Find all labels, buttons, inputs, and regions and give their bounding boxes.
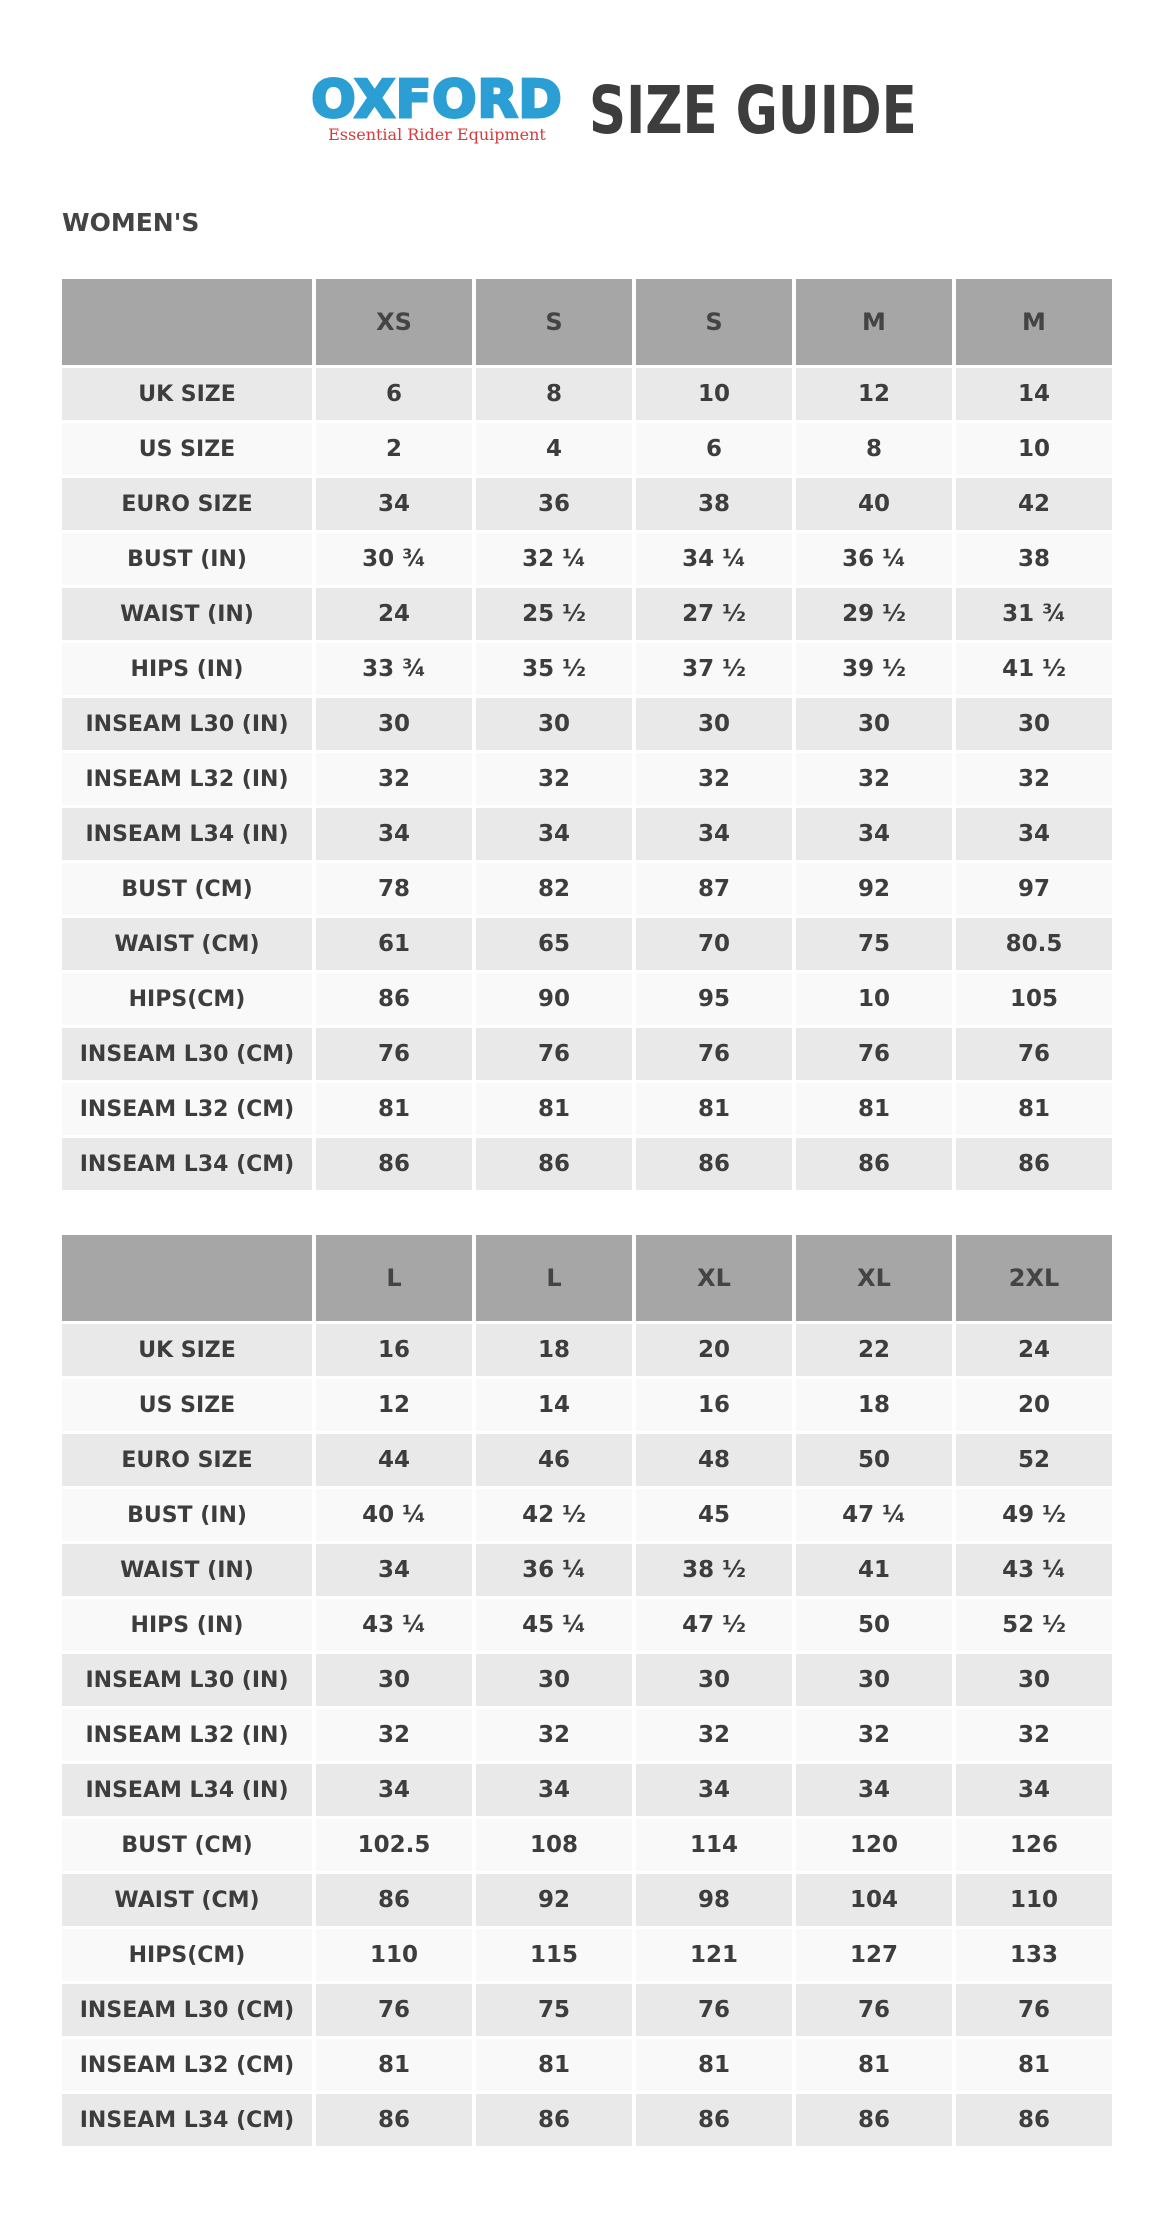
table-cell: 36 — [476, 478, 632, 530]
size-column-header: S — [636, 279, 792, 365]
table-cell: 86 — [316, 2094, 472, 2146]
table-cell: 32 — [796, 753, 952, 805]
page-header — [0, 70, 1160, 150]
table-cell: 2 — [316, 423, 472, 475]
table-cell: 86 — [476, 2094, 632, 2146]
table-cell: 92 — [796, 863, 952, 915]
table-cell: 30 — [476, 1654, 632, 1706]
table-cell: 86 — [316, 973, 472, 1025]
logo-wordmark: OXFORD — [311, 70, 563, 130]
table-cell: 30 — [956, 698, 1112, 750]
row-label: INSEAM L30 (CM) — [62, 1984, 312, 2036]
table-cell: 33 ¾ — [316, 643, 472, 695]
table-cell: 20 — [636, 1324, 792, 1376]
table-cell: 46 — [476, 1434, 632, 1486]
table-cell: 75 — [476, 1984, 632, 2036]
size-column-header: L — [476, 1235, 632, 1321]
table-cell: 120 — [796, 1819, 952, 1871]
table-row — [62, 478, 1112, 530]
table-cell: 61 — [316, 918, 472, 970]
row-label: WAIST (IN) — [62, 588, 312, 640]
table-cell: 30 — [636, 1654, 792, 1706]
row-label: BUST (IN) — [62, 1489, 312, 1541]
table-cell: 39 ½ — [796, 643, 952, 695]
table-cell: 110 — [956, 1874, 1112, 1926]
size-column-header: XL — [636, 1235, 792, 1321]
table-cell: 38 — [956, 533, 1112, 585]
table-cell: 45 ¼ — [476, 1599, 632, 1651]
table-row — [62, 643, 1112, 695]
table-cell: 81 — [956, 1083, 1112, 1135]
table-cell: 30 — [636, 698, 792, 750]
table-cell: 32 — [636, 753, 792, 805]
table-cell: 30 ¾ — [316, 533, 472, 585]
table-cell: 27 ½ — [636, 588, 792, 640]
row-label: INSEAM L30 (IN) — [62, 1654, 312, 1706]
section-title-womens: WOMEN'S — [62, 208, 200, 237]
table-row — [62, 1654, 1112, 1706]
table-cell: 40 ¼ — [316, 1489, 472, 1541]
table-cell: 6 — [636, 423, 792, 475]
table-cell: 41 — [796, 1544, 952, 1596]
table-cell: 70 — [636, 918, 792, 970]
table-cell: 78 — [316, 863, 472, 915]
table-cell: 45 — [636, 1489, 792, 1541]
row-label: INSEAM L32 (IN) — [62, 753, 312, 805]
table-row — [62, 2094, 1112, 2146]
table-cell: 24 — [956, 1324, 1112, 1376]
table-cell: 115 — [476, 1929, 632, 1981]
table-cell: 14 — [476, 1379, 632, 1431]
table-cell: 86 — [796, 1138, 952, 1190]
table-cell: 81 — [316, 1083, 472, 1135]
table-cell: 114 — [636, 1819, 792, 1871]
table-cell: 52 — [956, 1434, 1112, 1486]
table-header-row — [62, 1235, 1112, 1321]
row-label: EURO SIZE — [62, 478, 312, 530]
table-cell: 14 — [956, 368, 1112, 420]
table-cell: 108 — [476, 1819, 632, 1871]
table-cell: 34 — [636, 808, 792, 860]
table-row — [62, 863, 1112, 915]
table-cell: 110 — [316, 1929, 472, 1981]
table-row — [62, 753, 1112, 805]
table-cell: 48 — [636, 1434, 792, 1486]
table-row — [62, 1324, 1112, 1376]
table-cell: 34 — [476, 808, 632, 860]
table-cell: 76 — [636, 1028, 792, 1080]
row-label: UK SIZE — [62, 1324, 312, 1376]
table-row — [62, 1434, 1112, 1486]
row-label: HIPS(CM) — [62, 1929, 312, 1981]
table-header-row — [62, 279, 1112, 365]
row-label: HIPS (IN) — [62, 1599, 312, 1651]
table-cell: 16 — [316, 1324, 472, 1376]
row-label: INSEAM L34 (IN) — [62, 808, 312, 860]
table-row — [62, 1599, 1112, 1651]
table-cell: 42 — [956, 478, 1112, 530]
table-cell: 50 — [796, 1599, 952, 1651]
row-label: HIPS (IN) — [62, 643, 312, 695]
table-cell: 76 — [476, 1028, 632, 1080]
table-cell: 40 — [796, 478, 952, 530]
row-label: BUST (CM) — [62, 863, 312, 915]
table-cell: 42 ½ — [476, 1489, 632, 1541]
oxford-logo — [311, 70, 563, 144]
row-label: INSEAM L32 (CM) — [62, 2039, 312, 2091]
row-label: INSEAM L34 (CM) — [62, 2094, 312, 2146]
table-cell: 32 — [316, 1709, 472, 1761]
row-label: INSEAM L34 (CM) — [62, 1138, 312, 1190]
table-row — [62, 1544, 1112, 1596]
table-cell: 81 — [796, 1083, 952, 1135]
table-cell: 10 — [796, 973, 952, 1025]
table-cell: 12 — [316, 1379, 472, 1431]
table-cell: 41 ½ — [956, 643, 1112, 695]
table-cell: 81 — [956, 2039, 1112, 2091]
size-column-header: XL — [796, 1235, 952, 1321]
table-cell: 76 — [796, 1028, 952, 1080]
table-cell: 34 — [316, 1764, 472, 1816]
table-row — [62, 2039, 1112, 2091]
table-cell: 81 — [636, 1083, 792, 1135]
table-cell: 34 — [476, 1764, 632, 1816]
table-row — [62, 1083, 1112, 1135]
table-cell: 32 — [476, 753, 632, 805]
table-cell: 104 — [796, 1874, 952, 1926]
table-cell: 37 ½ — [636, 643, 792, 695]
table-cell: 76 — [956, 1028, 1112, 1080]
logo-tagline: Essential Rider Equipment — [328, 125, 546, 144]
table-cell: 49 ½ — [956, 1489, 1112, 1541]
table-cell: 95 — [636, 973, 792, 1025]
table-cell: 6 — [316, 368, 472, 420]
table-cell: 34 — [316, 478, 472, 530]
row-label: HIPS(CM) — [62, 973, 312, 1025]
size-column-header: S — [476, 279, 632, 365]
table-cell: 10 — [636, 368, 792, 420]
table-cell: 47 ¼ — [796, 1489, 952, 1541]
table-cell: 86 — [316, 1874, 472, 1926]
table-cell: 87 — [636, 863, 792, 915]
row-label: US SIZE — [62, 423, 312, 475]
table-cell: 34 — [956, 1764, 1112, 1816]
table-cell: 34 — [796, 1764, 952, 1816]
table-cell: 38 — [636, 478, 792, 530]
table-row — [62, 808, 1112, 860]
table-cell: 20 — [956, 1379, 1112, 1431]
table-cell: 31 ¾ — [956, 588, 1112, 640]
table-cell: 10 — [956, 423, 1112, 475]
table-cell: 50 — [796, 1434, 952, 1486]
table-cell: 18 — [476, 1324, 632, 1376]
table-cell: 81 — [636, 2039, 792, 2091]
table-cell: 22 — [796, 1324, 952, 1376]
page-title: SIZE GUIDE — [588, 71, 917, 149]
table-cell: 30 — [316, 1654, 472, 1706]
table-cell: 44 — [316, 1434, 472, 1486]
size-table-2 — [58, 1232, 1116, 2149]
table-cell: 32 — [796, 1709, 952, 1761]
table-cell: 81 — [316, 2039, 472, 2091]
table-cell: 86 — [316, 1138, 472, 1190]
table-cell: 30 — [316, 698, 472, 750]
row-label: WAIST (CM) — [62, 918, 312, 970]
table-cell: 36 ¼ — [796, 533, 952, 585]
table-cell: 65 — [476, 918, 632, 970]
table-cell: 92 — [476, 1874, 632, 1926]
table-cell: 86 — [956, 2094, 1112, 2146]
row-label: INSEAM L34 (IN) — [62, 1764, 312, 1816]
row-label: BUST (CM) — [62, 1819, 312, 1871]
table-cell: 86 — [956, 1138, 1112, 1190]
table-cell: 30 — [796, 698, 952, 750]
table-cell: 8 — [476, 368, 632, 420]
table-cell: 81 — [476, 2039, 632, 2091]
table-row — [62, 918, 1112, 970]
table-cell: 82 — [476, 863, 632, 915]
table-cell: 86 — [476, 1138, 632, 1190]
table-row — [62, 1709, 1112, 1761]
table-cell: 32 ¼ — [476, 533, 632, 585]
table-cell: 34 — [796, 808, 952, 860]
row-label: INSEAM L30 (IN) — [62, 698, 312, 750]
row-label: BUST (IN) — [62, 533, 312, 585]
table-cell: 43 ¼ — [316, 1599, 472, 1651]
table-cell: 32 — [956, 753, 1112, 805]
table-cell: 34 — [636, 1764, 792, 1816]
table-cell: 16 — [636, 1379, 792, 1431]
table-cell: 102.5 — [316, 1819, 472, 1871]
size-table-1 — [58, 276, 1116, 1193]
table-cell: 86 — [636, 1138, 792, 1190]
table-cell: 97 — [956, 863, 1112, 915]
table-row — [62, 1028, 1112, 1080]
table-row — [62, 533, 1112, 585]
table-row — [62, 1929, 1112, 1981]
table-row — [62, 1984, 1112, 2036]
table-cell: 35 ½ — [476, 643, 632, 695]
table-row — [62, 588, 1112, 640]
table-row — [62, 698, 1112, 750]
table-cell: 121 — [636, 1929, 792, 1981]
table-cell: 98 — [636, 1874, 792, 1926]
row-label: INSEAM L32 (CM) — [62, 1083, 312, 1135]
table-cell: 30 — [956, 1654, 1112, 1706]
table-row — [62, 423, 1112, 475]
table-row — [62, 1138, 1112, 1190]
table-cell: 34 — [316, 808, 472, 860]
table-cell: 127 — [796, 1929, 952, 1981]
table-cell: 32 — [476, 1709, 632, 1761]
table-cell: 32 — [316, 753, 472, 805]
size-column-header: 2XL — [956, 1235, 1112, 1321]
table-cell: 43 ¼ — [956, 1544, 1112, 1596]
table-cell: 34 — [316, 1544, 472, 1596]
table-cell: 18 — [796, 1379, 952, 1431]
table-cell: 126 — [956, 1819, 1112, 1871]
table-row — [62, 1874, 1112, 1926]
table-cell: 133 — [956, 1929, 1112, 1981]
table-cell: 76 — [316, 1028, 472, 1080]
table-cell: 32 — [956, 1709, 1112, 1761]
table-row — [62, 1379, 1112, 1431]
table-cell: 36 ¼ — [476, 1544, 632, 1596]
table-cell: 86 — [796, 2094, 952, 2146]
table-cell: 30 — [476, 698, 632, 750]
table-cell: 4 — [476, 423, 632, 475]
table-cell: 38 ½ — [636, 1544, 792, 1596]
table-cell: 81 — [476, 1083, 632, 1135]
row-label: US SIZE — [62, 1379, 312, 1431]
row-label: UK SIZE — [62, 368, 312, 420]
row-label: WAIST (IN) — [62, 1544, 312, 1596]
table-cell: 76 — [956, 1984, 1112, 2036]
size-column-header: M — [796, 279, 952, 365]
row-label: EURO SIZE — [62, 1434, 312, 1486]
size-column-header: XS — [316, 279, 472, 365]
table-cell: 24 — [316, 588, 472, 640]
table-cell: 76 — [796, 1984, 952, 2036]
table-row — [62, 368, 1112, 420]
header-corner-cell — [62, 1235, 312, 1321]
table-cell: 8 — [796, 423, 952, 475]
header-corner-cell — [62, 279, 312, 365]
table-cell: 29 ½ — [796, 588, 952, 640]
row-label: INSEAM L30 (CM) — [62, 1028, 312, 1080]
table-cell: 52 ½ — [956, 1599, 1112, 1651]
row-label: WAIST (CM) — [62, 1874, 312, 1926]
table-row — [62, 1819, 1112, 1871]
table-row — [62, 973, 1112, 1025]
table-cell: 76 — [636, 1984, 792, 2036]
table-row — [62, 1489, 1112, 1541]
table-cell: 47 ½ — [636, 1599, 792, 1651]
table-cell: 105 — [956, 973, 1112, 1025]
size-column-header: M — [956, 279, 1112, 365]
table-cell: 32 — [636, 1709, 792, 1761]
table-cell: 81 — [796, 2039, 952, 2091]
table-cell: 75 — [796, 918, 952, 970]
row-label: INSEAM L32 (IN) — [62, 1709, 312, 1761]
table-cell: 30 — [796, 1654, 952, 1706]
table-cell: 90 — [476, 973, 632, 1025]
table-row — [62, 1764, 1112, 1816]
table-cell: 86 — [636, 2094, 792, 2146]
table-cell: 25 ½ — [476, 588, 632, 640]
table-cell: 80.5 — [956, 918, 1112, 970]
size-column-header: L — [316, 1235, 472, 1321]
table-cell: 76 — [316, 1984, 472, 2036]
table-cell: 34 ¼ — [636, 533, 792, 585]
table-cell: 34 — [956, 808, 1112, 860]
table-cell: 12 — [796, 368, 952, 420]
